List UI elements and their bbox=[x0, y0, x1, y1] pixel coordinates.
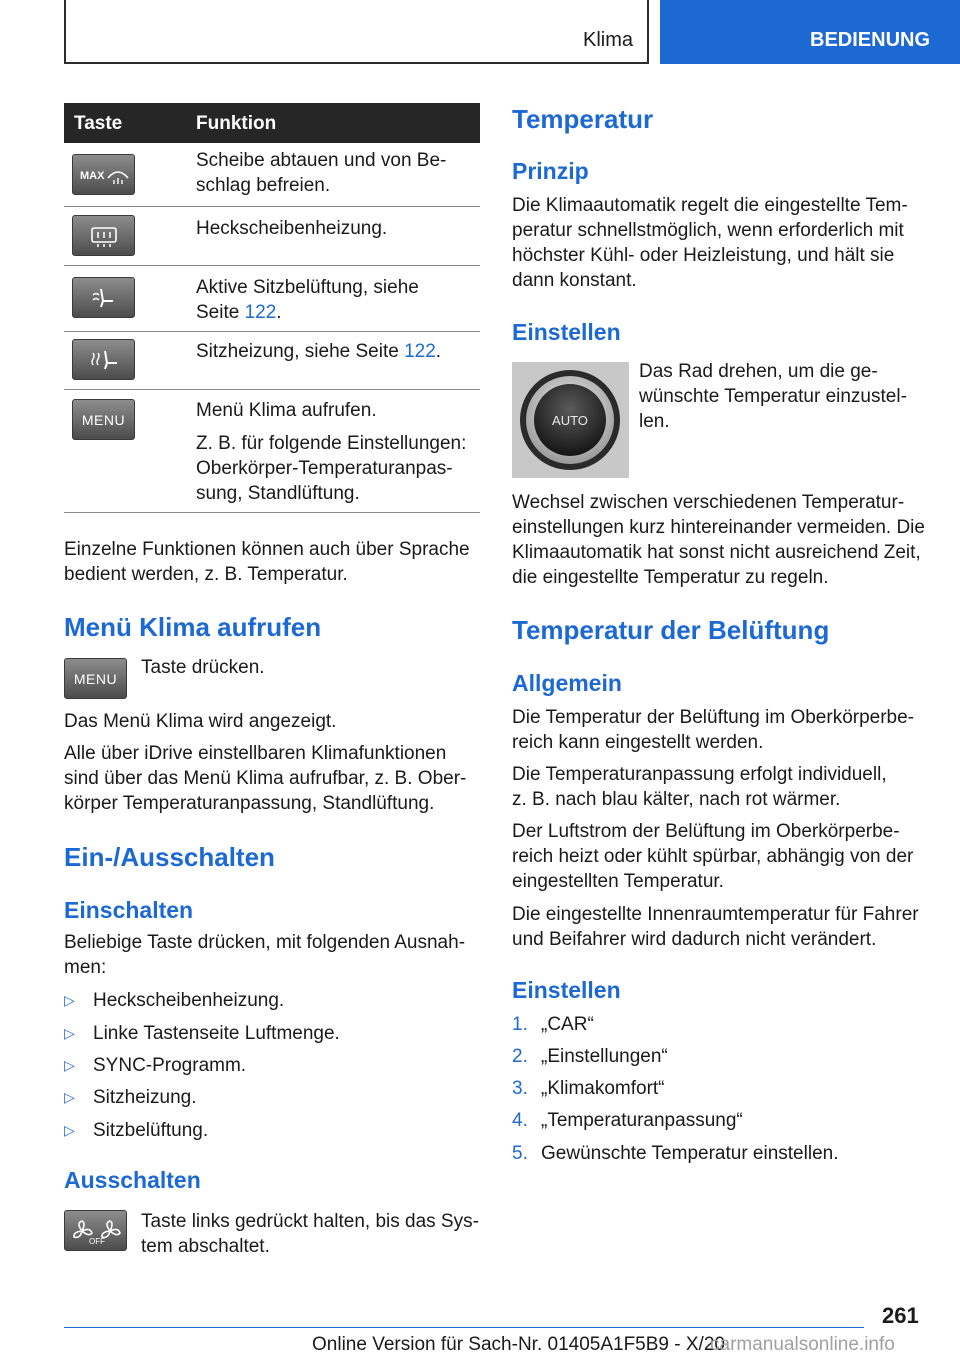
row-text: Scheibe abtauen und von Be- schlag befreien. bbox=[196, 150, 447, 196]
heading-on-off: Ein-/Ausschalten bbox=[64, 842, 275, 872]
table-row bbox=[64, 143, 480, 207]
heading-temperature: Temperatur bbox=[512, 104, 654, 134]
heading-switch-off: Ausschalten bbox=[64, 1167, 201, 1193]
button-function-table bbox=[64, 103, 480, 513]
heading-switch-on: Einschalten bbox=[64, 897, 194, 923]
watermark: carmanualsonline.info bbox=[710, 1334, 895, 1355]
switch-off-text: Taste links gedrückt halten, bis das Sys- tem abschaltet. bbox=[141, 1211, 479, 1257]
page-link[interactable]: 122 bbox=[404, 341, 436, 362]
svg-text:OFF: OFF bbox=[88, 1236, 105, 1246]
bullet-icon: ▷ bbox=[64, 1089, 75, 1105]
menu-icon: MENU bbox=[72, 399, 135, 440]
menu-press-text: Taste drücken. bbox=[141, 657, 265, 678]
table-header-key: Taste bbox=[74, 113, 123, 134]
menu-shown-text: Das Menü Klima wird angezeigt. bbox=[64, 711, 337, 732]
table-row bbox=[64, 332, 480, 390]
table-row bbox=[64, 266, 480, 332]
heading-principle: Prinzip bbox=[512, 158, 589, 184]
table-header bbox=[64, 103, 480, 143]
table-row bbox=[64, 207, 480, 266]
header-frame bbox=[64, 0, 649, 64]
heading-set-2: Einstellen bbox=[512, 977, 621, 1003]
set-text: Das Rad drehen, um die ge- wünschte Temperatur einzustel- len. bbox=[639, 361, 907, 432]
page-number: 261 bbox=[882, 1303, 919, 1328]
heading-set: Einstellen bbox=[512, 319, 621, 345]
menu-info-text: Alle über iDrive einstellbaren Klimafunktionen sind über das Menü Klima aufrufbar, z. B. Ober- körper Temperaturanpassung, Standlüftung. bbox=[64, 743, 467, 814]
section-title: Klima bbox=[582, 29, 633, 51]
bullet-icon: ▷ bbox=[64, 992, 75, 1008]
row-text: Sitzheizung, siehe Seite 122. bbox=[196, 341, 442, 362]
temperature-knob-image bbox=[512, 362, 629, 478]
footer-online-version: Online Version für Sach-Nr. 01405A1F5B9 - X/20 bbox=[312, 1334, 725, 1355]
general-text-4: Die eingestellte Innenraumtemperatur für Fahrer und Beifahrer wird dadurch nicht verändert. bbox=[512, 904, 919, 950]
general-text-3: Der Luftstrom der Belüftung im Oberkörperbe- reich heizt oder kühlt spürbar, abhängig von der eingestellten Temperatur. bbox=[512, 821, 914, 892]
principle-text: Die Klimaautomatik regelt die eingestellte Tem- peratur schnellstmöglich, wenn erforderlich mit höchster Kühl- oder Heizleistung, und hält sie dann konstant. bbox=[512, 195, 908, 291]
chapter-tab-label: BEDIENUNG bbox=[810, 29, 931, 51]
seat-heating-icon bbox=[72, 339, 135, 380]
row-text: Menü Klima aufrufen. Z. B. für folgende Einstellungen: Oberkörper-Temperaturanpas- sung, Standlüftung. bbox=[196, 400, 467, 504]
switch-on-text: Beliebige Taste drücken, mit folgenden Ausnah- men: bbox=[64, 932, 466, 978]
row-text: Aktive Sitzbelüftung, siehe Seite 122. bbox=[196, 277, 419, 323]
intro-text: Einzelne Funktionen können auch über Sprache bedient werden, z. B. Temperatur. bbox=[64, 539, 470, 585]
change-warning-text: Wechsel zwischen verschiedenen Temperatur- einstellungen kurz hintereinander vermeiden. Die Klimaautomatik hat sonst nicht ausreichend Zeit, die eingestellte Temperatur zu regeln. bbox=[512, 492, 925, 588]
max-defrost-icon bbox=[72, 154, 135, 195]
general-text-2: Die Temperaturanpassung erfolgt individuell, z. B. nach blau kälter, nach rot wärmer. bbox=[512, 764, 887, 810]
row-text: Heckscheibenheizung. bbox=[196, 218, 388, 239]
bullet-icon: ▷ bbox=[64, 1057, 75, 1073]
footer-divider bbox=[64, 1327, 864, 1328]
table-header-function: Funktion bbox=[196, 113, 277, 134]
rear-window-heating-icon bbox=[72, 215, 135, 256]
fan-off-icon bbox=[64, 1210, 127, 1251]
general-text-1: Die Temperatur der Belüftung im Oberkörperbe- reich kann eingestellt werden. bbox=[512, 707, 915, 753]
page-link[interactable]: 122 bbox=[244, 302, 277, 323]
heading-vent-temperature: Temperatur der Belüftung bbox=[512, 615, 830, 645]
bullet-icon: ▷ bbox=[64, 1122, 75, 1138]
bullet-icon: ▷ bbox=[64, 1025, 75, 1041]
table-row bbox=[64, 390, 480, 513]
chapter-tab[interactable] bbox=[660, 0, 960, 64]
heading-menu-klima: Menü Klima aufrufen bbox=[64, 612, 322, 642]
svg-text:MAX: MAX bbox=[79, 169, 104, 182]
heading-general: Allgemein bbox=[512, 670, 622, 696]
seat-ventilation-icon bbox=[72, 277, 135, 318]
svg-text:AUTO: AUTO bbox=[552, 413, 588, 428]
menu-icon: MENU bbox=[64, 658, 127, 699]
